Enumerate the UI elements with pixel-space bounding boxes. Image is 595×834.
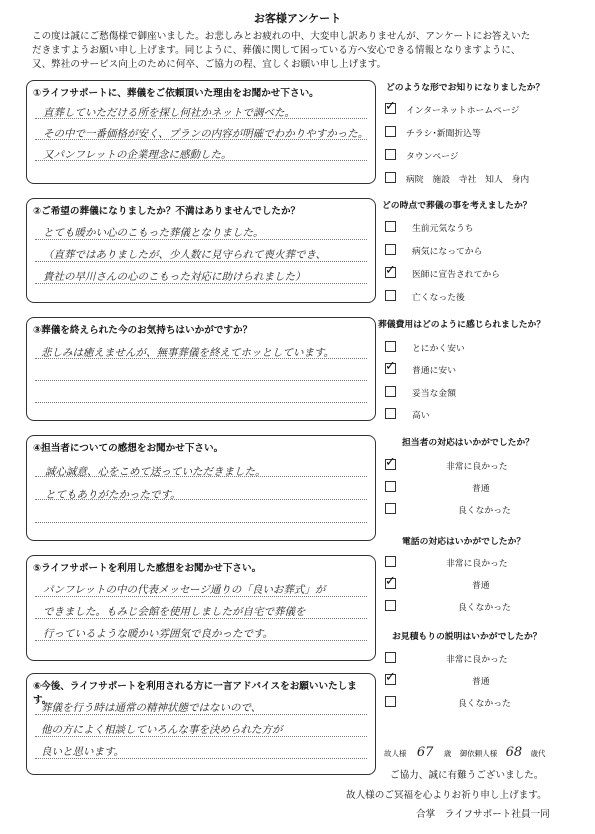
section-4-title: ④担当者についての感想をお聞かせ下さい。 [33,443,224,454]
section-6-title: ⑥今後、ライフサポートを利用される方に一言アドバイスをお願いいたします。 [33,681,357,706]
question-4-checkbox-3[interactable] [385,503,396,514]
question-1-option-2: チラシ･新聞折込等 [406,129,481,139]
section-2-answer-line-1: とても暖かい心のこもった葬儀となりました。 [43,227,264,239]
age-row [384,745,546,760]
section-3-answer-line-1: 悲しみは癒えませんが、無事葬儀を終えてホッとしています。 [41,347,335,359]
question-4-checkbox-1[interactable] [385,459,396,470]
deceased-age-value: 67 [416,745,434,760]
question-4-option-1: 非常に良かった [446,462,508,472]
question-5-checkbox-3[interactable] [385,600,396,611]
question-1-option-1: インターネットホームページ [406,106,520,116]
requester-age-label: 御依頼人様 [459,749,498,758]
question-5-option-1: 非常に良かった [446,559,508,569]
section-5-answer-line-1: パンフレットの中の代表メッセージ通りの「良いお葬式」が [43,584,326,596]
question-6-checkbox-3[interactable] [385,696,396,707]
section-2-answer-line-2: （直葬ではありましたが、少人数に見守られて喪火葬でき、 [43,249,327,261]
section-1-title: ①ライフサポートに、葬儀をご依頼頂いた理由をお聞かせ下さい。 [33,88,319,99]
section-2-answer-line-3: 貴社の早川さんの心のこもった対応に助けられました） [43,271,306,283]
question-1-option-4: 病院 施設 寺社 知人 身内 [406,175,530,185]
question-2-checkbox-3[interactable] [385,267,396,278]
question-4-option-3: 良くなかった [458,506,511,516]
section-1-box [26,80,376,184]
question-2-option-2: 病気になってから [412,247,483,257]
section-1-answer-line-1: 直葬していただける所を探し何社かネットで調べた。 [43,107,295,119]
question-6-option-1: 非常に良かった [446,655,508,665]
footer-thanks: ご協力、誠に有難うございました。 [390,770,544,781]
question-3-option-2: 普通に安い [412,366,456,376]
section-4-answer-line-2: とてもありがたかったです。 [45,489,181,501]
question-1-checkbox-1[interactable] [385,103,396,114]
question-3-checkbox-2[interactable] [385,363,396,374]
section-2-box [26,198,376,303]
footer-signature: 合掌 ライフサポート社員一同 [416,809,550,820]
question-3-option-3: 妥当な金額 [412,389,456,399]
question-5-checkbox-1[interactable] [385,556,396,567]
question-6-checkbox-1[interactable] [385,652,396,663]
question-6-option-3: 良くなかった [458,699,511,709]
question-1-option-3: タウンページ [406,152,459,162]
question-6-option-2: 普通 [472,677,490,687]
section-5-answer-line-2: できました。もみじ会館を使用しましたが自宅で葬儀を [43,606,306,618]
section-1-answer-line-2: その中で一番価格が安く、プランの内容が明確でわかりやすかった。 [43,128,369,140]
section-5-answer-line-3: 行っているような暖かい雰囲気で良かったです。 [43,628,274,640]
question-3-option-1: とにかく安い [412,344,465,354]
question-4-title: 担当者の対応はいかがでしたか？ [402,438,534,448]
question-2-option-1: 生前元気なうち [412,224,474,234]
question-1-title: どのような形でお知りになりましたか？ [386,83,545,93]
question-5-title: 電話の対応はいかがでしたか？ [402,537,526,547]
section-6-answer-line-3: 良いと思います。 [41,746,125,758]
section-3-box [26,317,376,421]
question-2-checkbox-4[interactable] [385,290,396,301]
question-2-checkbox-1[interactable] [385,221,396,232]
section-4-answer-line-1: 誠心誠意、心をこめて送っていただきました。 [45,466,266,478]
section-3-title: ③葬儀を終えられた今のお気持ちはいかがですか？ [33,325,253,336]
question-3-title: 葬儀費用はどのように感じられましたか？ [378,320,546,330]
section-6-answer-line-1: 葬儀を行う時は通常の精神状態ではないので、 [41,702,262,714]
section-5-title: ⑤ライフサポートを利用した感想をお聞かせ下さい。 [33,563,262,574]
footer-condolence: 故人様のご冥福を心よりお祈り申し上げます。 [346,790,547,801]
question-2-option-4: 亡くなった後 [412,293,465,303]
question-4-option-2: 普通 [472,484,490,494]
question-1-checkbox-2[interactable] [385,126,396,137]
deceased-age-label: 故人様 [384,749,407,758]
section-4-box [26,435,376,541]
question-5-checkbox-2[interactable] [385,578,396,589]
question-2-option-3: 医師に宣告されてから [412,270,500,280]
question-3-checkbox-4[interactable] [385,408,396,419]
question-3-checkbox-1[interactable] [385,341,396,352]
question-1-checkbox-3[interactable] [385,149,396,160]
question-4-checkbox-2[interactable] [385,481,396,492]
section-5-box [26,555,376,661]
requester-age-value: 68 [505,745,523,760]
question-5-option-2: 普通 [472,581,490,591]
deceased-age-unit: 歳 [443,749,452,758]
section-6-answer-line-2: 他の方によく相談していろんな事を決められた方が [41,724,283,736]
question-3-option-4: 高い [412,411,430,421]
requester-generation: 歳代 [530,749,546,758]
question-5-option-3: 良くなかった [458,603,511,613]
page-title: お客様アンケート [253,12,342,25]
question-2-checkbox-2[interactable] [385,244,396,255]
question-6-title: お見積もりの説明はいかがでしたか？ [392,632,542,642]
section-6-box [26,673,376,775]
question-2-title: どの時点で葬儀の事を考えましたか？ [382,201,532,211]
question-3-checkbox-3[interactable] [385,386,396,397]
section-1-answer-line-3: 又パンフレットの企業理念に感動した。 [43,149,232,161]
section-2-title: ②ご希望の葬儀になりましたか？不満はありませんでしたか？ [33,206,301,217]
question-6-checkbox-2[interactable] [385,674,396,685]
intro-text: この度は誠にご愁傷様で御座いました。お悲しみとお疲れの中、大変申し訳ありませんが、アンケートにお答えいた だきますようお願い申し上げます。同じように、葬儀に関して困っている方へ安心できる情報となりますように、 又、弊社のサービス向上のために何卒、ご協力の程、宜しくお願い申し上げます。 [32,31,531,70]
question-1-checkbox-4[interactable] [385,172,396,183]
